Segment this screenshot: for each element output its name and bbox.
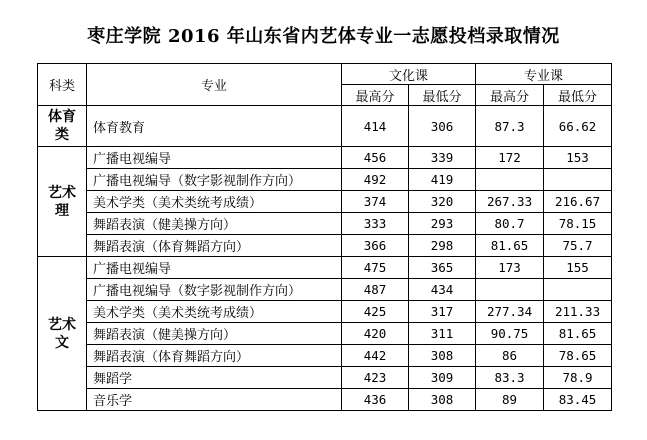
major-cell: 体育教育 xyxy=(87,106,342,147)
culture-max-cell: 492 xyxy=(342,169,409,191)
header-culture: 文化课 xyxy=(342,64,476,85)
pro-min-cell: 155 xyxy=(544,257,612,279)
pro-min-cell: 78.9 xyxy=(544,367,612,389)
culture-max-cell: 475 xyxy=(342,257,409,279)
category-line2: 文 xyxy=(55,334,69,351)
culture-min-cell: 308 xyxy=(409,389,476,411)
table-row xyxy=(38,213,612,235)
pro-min-cell: 211.33 xyxy=(544,301,612,323)
major-cell: 广播电视编导 xyxy=(87,147,342,169)
document-title: 枣庄学院 2016 年山东省内艺体专业一志愿投档录取情况 xyxy=(87,26,560,47)
header-pro-max: 最高分 xyxy=(476,85,544,106)
culture-max-cell: 420 xyxy=(342,323,409,345)
culture-max-cell: 436 xyxy=(342,389,409,411)
category-line1: 体育 xyxy=(48,109,76,125)
pro-min-cell: 83.45 xyxy=(544,389,612,411)
pro-max-cell xyxy=(476,169,544,191)
table-row xyxy=(38,323,612,345)
culture-max-cell: 374 xyxy=(342,191,409,213)
pro-max-cell: 80.7 xyxy=(476,213,544,235)
header-culture-min: 最低分 xyxy=(409,85,476,106)
category-line2: 类 xyxy=(55,127,69,143)
culture-max-cell: 487 xyxy=(342,279,409,301)
pro-max-cell: 172 xyxy=(476,147,544,169)
major-cell: 舞蹈表演（健美操方向） xyxy=(87,323,342,345)
header-professional: 专业课 xyxy=(476,64,612,85)
culture-min-cell: 293 xyxy=(409,213,476,235)
table-body xyxy=(38,106,612,411)
table-row xyxy=(38,169,612,191)
culture-min-cell: 320 xyxy=(409,191,476,213)
pro-min-cell xyxy=(544,279,612,301)
major-cell: 舞蹈学 xyxy=(87,367,342,389)
pro-min-cell: 153 xyxy=(544,147,612,169)
table-row xyxy=(38,106,612,147)
table-row xyxy=(38,345,612,367)
culture-max-cell: 456 xyxy=(342,147,409,169)
table-row xyxy=(38,301,612,323)
pro-max-cell: 83.3 xyxy=(476,367,544,389)
major-cell: 音乐学 xyxy=(87,389,342,411)
header-culture-max: 最高分 xyxy=(342,85,409,106)
pro-max-cell: 87.3 xyxy=(476,106,544,147)
culture-min-cell: 298 xyxy=(409,235,476,257)
pro-min-cell xyxy=(544,169,612,191)
major-cell: 舞蹈表演（体育舞蹈方向） xyxy=(87,345,342,367)
pro-max-cell: 81.65 xyxy=(476,235,544,257)
culture-min-cell: 419 xyxy=(409,169,476,191)
major-cell: 广播电视编导 xyxy=(87,257,342,279)
major-cell: 美术学类（美术类统考成绩） xyxy=(87,191,342,213)
culture-max-cell: 423 xyxy=(342,367,409,389)
culture-min-cell: 308 xyxy=(409,345,476,367)
header-major: 专业 xyxy=(87,64,342,106)
major-cell: 美术学类（美术类统考成绩） xyxy=(87,301,342,323)
major-cell: 广播电视编导（数字影视制作方向） xyxy=(87,279,342,301)
pro-min-cell: 81.65 xyxy=(544,323,612,345)
header-row xyxy=(38,64,612,85)
culture-min-cell: 317 xyxy=(409,301,476,323)
pro-max-cell: 86 xyxy=(476,345,544,367)
pro-max-cell: 90.75 xyxy=(476,323,544,345)
category-line1: 艺术 xyxy=(48,184,76,201)
major-cell: 舞蹈表演（体育舞蹈方向） xyxy=(87,235,342,257)
culture-max-cell: 414 xyxy=(342,106,409,147)
culture-max-cell: 425 xyxy=(342,301,409,323)
pro-min-cell: 75.7 xyxy=(544,235,612,257)
major-cell: 舞蹈表演（健美操方向） xyxy=(87,213,342,235)
table-row xyxy=(38,235,612,257)
pro-min-cell: 216.67 xyxy=(544,191,612,213)
culture-min-cell: 434 xyxy=(409,279,476,301)
category-line2: 理 xyxy=(55,202,69,219)
culture-max-cell: 333 xyxy=(342,213,409,235)
header-pro-min: 最低分 xyxy=(544,85,612,106)
pro-max-cell: 267.33 xyxy=(476,191,544,213)
category-line1: 艺术 xyxy=(48,316,76,333)
major-cell: 广播电视编导（数字影视制作方向） xyxy=(87,169,342,191)
pro-max-cell: 173 xyxy=(476,257,544,279)
admission-table xyxy=(37,63,612,411)
category-cell xyxy=(38,106,87,147)
table-row xyxy=(38,367,612,389)
culture-max-cell: 366 xyxy=(342,235,409,257)
header-category: 科类 xyxy=(38,64,87,106)
culture-max-cell: 442 xyxy=(342,345,409,367)
pro-min-cell: 78.65 xyxy=(544,345,612,367)
pro-min-cell: 78.15 xyxy=(544,213,612,235)
pro-max-cell: 89 xyxy=(476,389,544,411)
table-row xyxy=(38,257,612,279)
category-cell xyxy=(38,257,87,411)
table-row xyxy=(38,191,612,213)
pro-max-cell: 277.34 xyxy=(476,301,544,323)
culture-min-cell: 365 xyxy=(409,257,476,279)
culture-min-cell: 339 xyxy=(409,147,476,169)
table-row xyxy=(38,279,612,301)
table-row xyxy=(38,389,612,411)
culture-min-cell: 309 xyxy=(409,367,476,389)
category-cell xyxy=(38,147,87,257)
culture-min-cell: 311 xyxy=(409,323,476,345)
culture-min-cell: 306 xyxy=(409,106,476,147)
pro-max-cell xyxy=(476,279,544,301)
table-row xyxy=(38,147,612,169)
pro-min-cell: 66.62 xyxy=(544,106,612,147)
